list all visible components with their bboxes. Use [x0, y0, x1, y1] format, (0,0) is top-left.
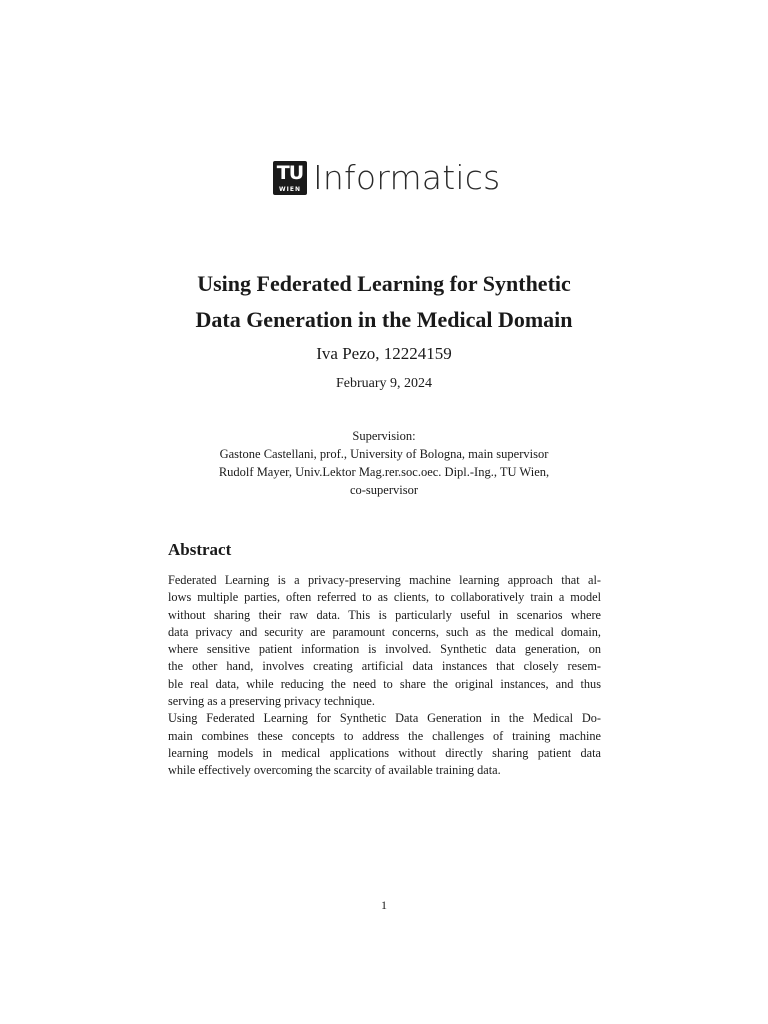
abstract-line: without sharing their raw data. This is particularly useful in scenarios where [168, 607, 601, 622]
supervision-block [140, 427, 628, 499]
tu-wien-informatics-logo [273, 160, 500, 196]
tu-wien-logo-icon [273, 161, 307, 195]
supervision-line: co-supervisor [349, 483, 419, 497]
page-number: 1 [381, 898, 387, 912]
abstract-line: Federated Learning is a privacy-preserving machine learning approach that al- [168, 573, 601, 587]
title-line-1: Using Federated Learning for Synthetic [197, 271, 571, 296]
supervision-line: Gastone Castellani, prof., University of Bologna, main supervisor [219, 447, 549, 461]
paper-title [120, 266, 648, 338]
abstract-line: Using Federated Learning for Synthetic Data Generation in the Medical Do- [168, 711, 601, 726]
logo-text: Informatics [313, 158, 501, 197]
abstract-line: lows multiple parties, often referred to as clients, to collaboratively train a model [168, 590, 601, 605]
title-line-2: Data Generation in the Medical Domain [195, 307, 573, 332]
abstract-line: ble real data, while reducing the need to share the original instances, and thus [168, 676, 601, 691]
abstract-line: the other hand, involves creating artificial data instances that closely resem- [168, 659, 601, 674]
date: February 9, 2024 [335, 376, 433, 391]
logo-mark-top: TU [276, 162, 304, 184]
abstract-line: serving as a preserving privacy technique. [168, 694, 375, 709]
abstract-line: main combines these concepts to address the challenges of training machine [168, 728, 601, 743]
author: Iva Pezo, 12224159 [316, 344, 452, 363]
abstract-line: while effectively overcoming the scarcity of available training data. [168, 763, 501, 778]
abstract-line: where sensitive patient information is involved. Synthetic data generation, on [168, 642, 601, 657]
logo-mark-bottom: WIEN [279, 186, 301, 193]
abstract-line: learning models in medical applications without directly sharing patient data [168, 745, 601, 760]
supervision-line: Rudolf Mayer, Univ.Lektor Mag.rer.soc.oec. Dipl.-Ing., TU Wien, [218, 465, 550, 479]
abstract-line: data privacy and security are paramount concerns, such as the medical domain, [168, 624, 601, 639]
abstract-heading: Abstract [168, 540, 232, 559]
supervision-heading: Supervision: [352, 429, 416, 443]
abstract-body [168, 572, 601, 780]
